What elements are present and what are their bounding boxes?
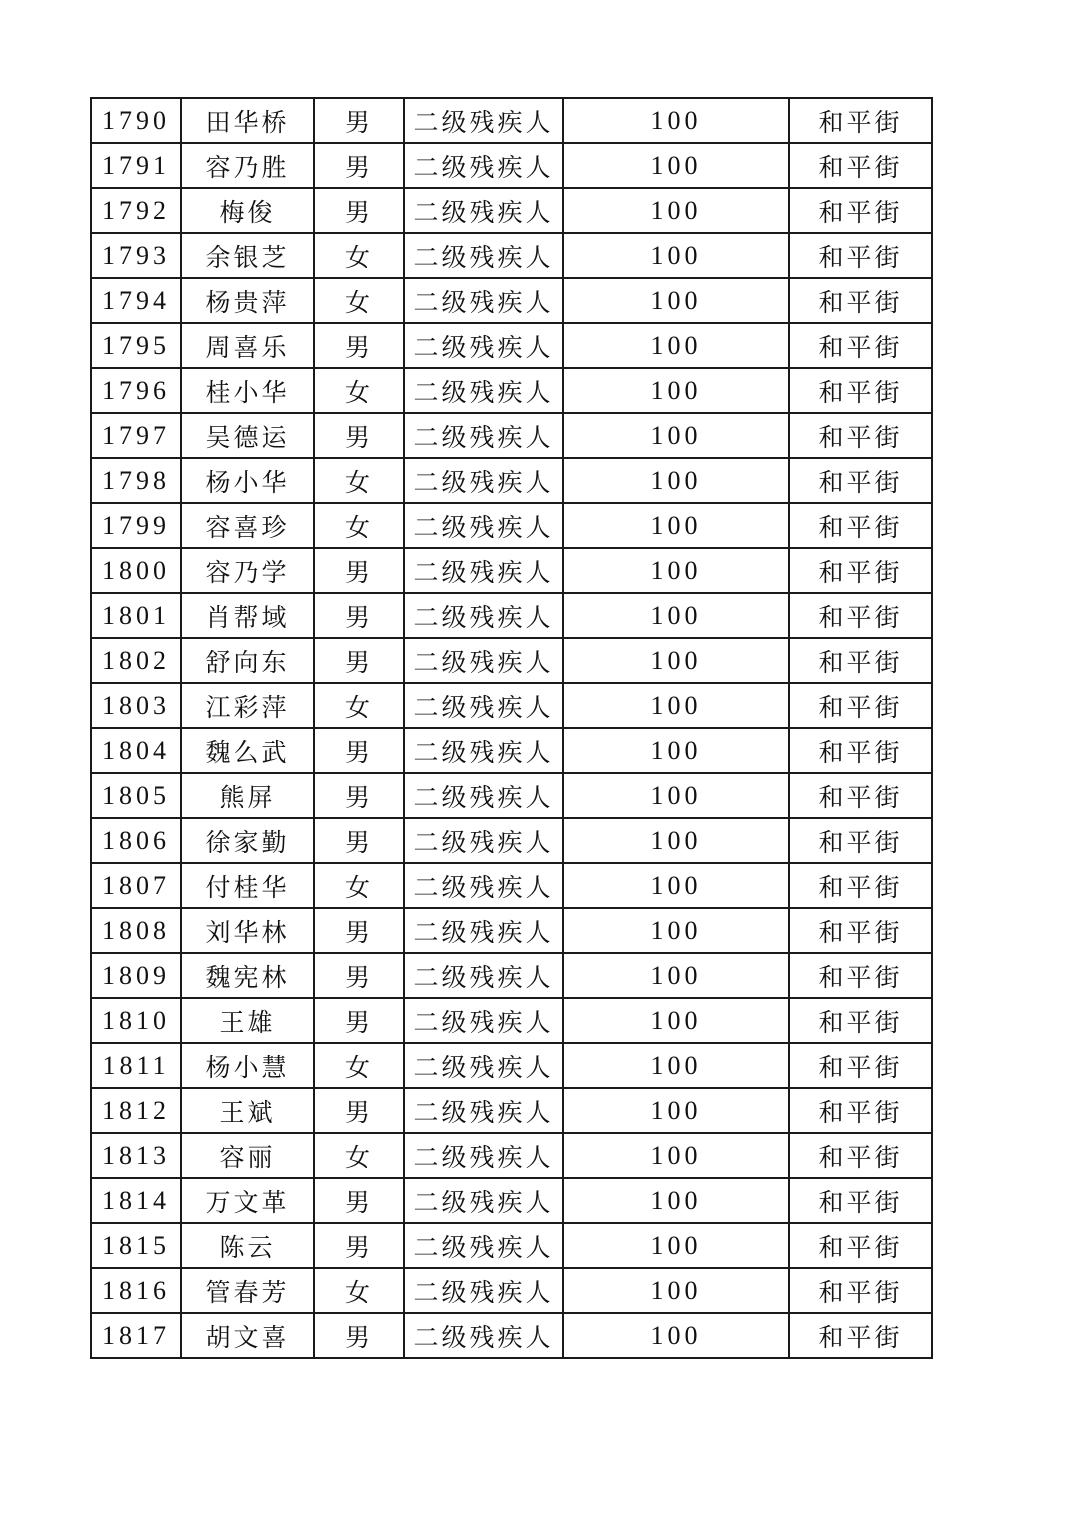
serial-number-cell: 1812 <box>91 1088 181 1133</box>
table-row <box>91 1043 932 1088</box>
table-row <box>91 278 932 323</box>
category-cell: 二级残疾人 <box>404 1043 563 1088</box>
serial-number-cell: 1798 <box>91 458 181 503</box>
table-row <box>91 1133 932 1178</box>
serial-number-cell: 1794 <box>91 278 181 323</box>
serial-number-cell: 1809 <box>91 953 181 998</box>
category-cell: 二级残疾人 <box>404 1313 563 1358</box>
street-cell: 和平街 <box>789 863 932 908</box>
gender-cell: 女 <box>314 1268 404 1313</box>
category-cell: 二级残疾人 <box>404 368 563 413</box>
amount-cell: 100 <box>563 1313 789 1358</box>
street-cell: 和平街 <box>789 1088 932 1133</box>
category-cell: 二级残疾人 <box>404 683 563 728</box>
amount-cell: 100 <box>563 1268 789 1313</box>
table-row <box>91 683 932 728</box>
amount-cell: 100 <box>563 233 789 278</box>
name-cell: 梅俊 <box>181 188 314 233</box>
table-row <box>91 593 932 638</box>
gender-cell: 男 <box>314 1313 404 1358</box>
street-cell: 和平街 <box>789 818 932 863</box>
street-cell: 和平街 <box>789 548 932 593</box>
name-cell: 杨小慧 <box>181 1043 314 1088</box>
amount-cell: 100 <box>563 278 789 323</box>
street-cell: 和平街 <box>789 593 932 638</box>
name-cell: 刘华林 <box>181 908 314 953</box>
amount-cell: 100 <box>563 1088 789 1133</box>
street-cell: 和平街 <box>789 1268 932 1313</box>
category-cell: 二级残疾人 <box>404 1088 563 1133</box>
table-row <box>91 458 932 503</box>
category-cell: 二级残疾人 <box>404 818 563 863</box>
name-cell: 杨贵萍 <box>181 278 314 323</box>
category-cell: 二级残疾人 <box>404 548 563 593</box>
serial-number-cell: 1814 <box>91 1178 181 1223</box>
serial-number-cell: 1811 <box>91 1043 181 1088</box>
street-cell: 和平街 <box>789 1133 932 1178</box>
serial-number-cell: 1813 <box>91 1133 181 1178</box>
table-row <box>91 323 932 368</box>
table-row <box>91 998 932 1043</box>
gender-cell: 男 <box>314 818 404 863</box>
table-row <box>91 1223 932 1268</box>
gender-cell: 男 <box>314 638 404 683</box>
gender-cell: 女 <box>314 1043 404 1088</box>
serial-number-cell: 1816 <box>91 1268 181 1313</box>
name-cell: 魏么武 <box>181 728 314 773</box>
street-cell: 和平街 <box>789 368 932 413</box>
amount-cell: 100 <box>563 638 789 683</box>
street-cell: 和平街 <box>789 1043 932 1088</box>
category-cell: 二级残疾人 <box>404 233 563 278</box>
street-cell: 和平街 <box>789 278 932 323</box>
serial-number-cell: 1805 <box>91 773 181 818</box>
serial-number-cell: 1804 <box>91 728 181 773</box>
name-cell: 吴德运 <box>181 413 314 458</box>
gender-cell: 男 <box>314 1178 404 1223</box>
street-cell: 和平街 <box>789 953 932 998</box>
gender-cell: 女 <box>314 1133 404 1178</box>
table-body <box>91 98 932 1358</box>
table-row <box>91 233 932 278</box>
amount-cell: 100 <box>563 683 789 728</box>
name-cell: 陈云 <box>181 1223 314 1268</box>
gender-cell: 男 <box>314 143 404 188</box>
table-row <box>91 98 932 143</box>
table-row <box>91 863 932 908</box>
category-cell: 二级残疾人 <box>404 638 563 683</box>
name-cell: 桂小华 <box>181 368 314 413</box>
gender-cell: 男 <box>314 953 404 998</box>
name-cell: 徐家勤 <box>181 818 314 863</box>
serial-number-cell: 1808 <box>91 908 181 953</box>
name-cell: 魏宪林 <box>181 953 314 998</box>
amount-cell: 100 <box>563 1223 789 1268</box>
name-cell: 容乃胜 <box>181 143 314 188</box>
serial-number-cell: 1817 <box>91 1313 181 1358</box>
gender-cell: 女 <box>314 863 404 908</box>
gender-cell: 男 <box>314 1088 404 1133</box>
table-row <box>91 1088 932 1133</box>
gender-cell: 男 <box>314 413 404 458</box>
amount-cell: 100 <box>563 548 789 593</box>
gender-cell: 女 <box>314 683 404 728</box>
gender-cell: 女 <box>314 458 404 503</box>
category-cell: 二级残疾人 <box>404 908 563 953</box>
serial-number-cell: 1792 <box>91 188 181 233</box>
amount-cell: 100 <box>563 1043 789 1088</box>
gender-cell: 男 <box>314 1223 404 1268</box>
category-cell: 二级残疾人 <box>404 503 563 548</box>
table-row <box>91 1313 932 1358</box>
amount-cell: 100 <box>563 1133 789 1178</box>
serial-number-cell: 1795 <box>91 323 181 368</box>
street-cell: 和平街 <box>789 458 932 503</box>
category-cell: 二级残疾人 <box>404 593 563 638</box>
category-cell: 二级残疾人 <box>404 1133 563 1178</box>
name-cell: 付桂华 <box>181 863 314 908</box>
street-cell: 和平街 <box>789 413 932 458</box>
amount-cell: 100 <box>563 593 789 638</box>
name-cell: 管春芳 <box>181 1268 314 1313</box>
category-cell: 二级残疾人 <box>404 863 563 908</box>
gender-cell: 男 <box>314 188 404 233</box>
serial-number-cell: 1790 <box>91 98 181 143</box>
name-cell: 万文革 <box>181 1178 314 1223</box>
street-cell: 和平街 <box>789 233 932 278</box>
street-cell: 和平街 <box>789 503 932 548</box>
amount-cell: 100 <box>563 998 789 1043</box>
serial-number-cell: 1807 <box>91 863 181 908</box>
serial-number-cell: 1800 <box>91 548 181 593</box>
name-cell: 江彩萍 <box>181 683 314 728</box>
serial-number-cell: 1793 <box>91 233 181 278</box>
gender-cell: 男 <box>314 728 404 773</box>
serial-number-cell: 1815 <box>91 1223 181 1268</box>
gender-cell: 男 <box>314 323 404 368</box>
street-cell: 和平街 <box>789 323 932 368</box>
gender-cell: 男 <box>314 908 404 953</box>
street-cell: 和平街 <box>789 683 932 728</box>
gender-cell: 男 <box>314 773 404 818</box>
name-cell: 余银芝 <box>181 233 314 278</box>
amount-cell: 100 <box>563 1178 789 1223</box>
street-cell: 和平街 <box>789 728 932 773</box>
category-cell: 二级残疾人 <box>404 728 563 773</box>
category-cell: 二级残疾人 <box>404 98 563 143</box>
serial-number-cell: 1797 <box>91 413 181 458</box>
amount-cell: 100 <box>563 503 789 548</box>
name-cell: 王雄 <box>181 998 314 1043</box>
table-row <box>91 773 932 818</box>
amount-cell: 100 <box>563 818 789 863</box>
gender-cell: 女 <box>314 233 404 278</box>
amount-cell: 100 <box>563 458 789 503</box>
serial-number-cell: 1802 <box>91 638 181 683</box>
amount-cell: 100 <box>563 98 789 143</box>
serial-number-cell: 1810 <box>91 998 181 1043</box>
street-cell: 和平街 <box>789 1313 932 1358</box>
amount-cell: 100 <box>563 908 789 953</box>
serial-number-cell: 1791 <box>91 143 181 188</box>
category-cell: 二级残疾人 <box>404 1223 563 1268</box>
name-cell: 王斌 <box>181 1088 314 1133</box>
category-cell: 二级残疾人 <box>404 278 563 323</box>
table-row <box>91 368 932 413</box>
gender-cell: 男 <box>314 998 404 1043</box>
name-cell: 容喜珍 <box>181 503 314 548</box>
serial-number-cell: 1806 <box>91 818 181 863</box>
gender-cell: 男 <box>314 548 404 593</box>
category-cell: 二级残疾人 <box>404 953 563 998</box>
street-cell: 和平街 <box>789 638 932 683</box>
street-cell: 和平街 <box>789 1223 932 1268</box>
serial-number-cell: 1803 <box>91 683 181 728</box>
category-cell: 二级残疾人 <box>404 143 563 188</box>
gender-cell: 女 <box>314 503 404 548</box>
amount-cell: 100 <box>563 728 789 773</box>
document-table-container <box>90 97 933 1359</box>
category-cell: 二级残疾人 <box>404 323 563 368</box>
table-row <box>91 413 932 458</box>
gender-cell: 女 <box>314 278 404 323</box>
street-cell: 和平街 <box>789 998 932 1043</box>
name-cell: 胡文喜 <box>181 1313 314 1358</box>
table-row <box>91 1178 932 1223</box>
table-row <box>91 953 932 998</box>
category-cell: 二级残疾人 <box>404 1268 563 1313</box>
amount-cell: 100 <box>563 773 789 818</box>
table-row <box>91 638 932 683</box>
amount-cell: 100 <box>563 863 789 908</box>
name-cell: 田华桥 <box>181 98 314 143</box>
gender-cell: 女 <box>314 368 404 413</box>
table-row <box>91 818 932 863</box>
category-cell: 二级残疾人 <box>404 773 563 818</box>
table-row <box>91 503 932 548</box>
table-row <box>91 1268 932 1313</box>
category-cell: 二级残疾人 <box>404 188 563 233</box>
category-cell: 二级残疾人 <box>404 1178 563 1223</box>
street-cell: 和平街 <box>789 98 932 143</box>
name-cell: 周喜乐 <box>181 323 314 368</box>
table-row <box>91 728 932 773</box>
serial-number-cell: 1796 <box>91 368 181 413</box>
amount-cell: 100 <box>563 368 789 413</box>
serial-number-cell: 1801 <box>91 593 181 638</box>
amount-cell: 100 <box>563 413 789 458</box>
gender-cell: 男 <box>314 593 404 638</box>
amount-cell: 100 <box>563 953 789 998</box>
serial-number-cell: 1799 <box>91 503 181 548</box>
amount-cell: 100 <box>563 188 789 233</box>
amount-cell: 100 <box>563 323 789 368</box>
name-cell: 肖帮域 <box>181 593 314 638</box>
name-cell: 容丽 <box>181 1133 314 1178</box>
name-cell: 舒向东 <box>181 638 314 683</box>
gender-cell: 男 <box>314 98 404 143</box>
table-row <box>91 908 932 953</box>
subsidy-list-table <box>90 97 933 1359</box>
amount-cell: 100 <box>563 143 789 188</box>
table-row <box>91 188 932 233</box>
street-cell: 和平街 <box>789 188 932 233</box>
street-cell: 和平街 <box>789 773 932 818</box>
street-cell: 和平街 <box>789 908 932 953</box>
name-cell: 杨小华 <box>181 458 314 503</box>
category-cell: 二级残疾人 <box>404 413 563 458</box>
table-row <box>91 548 932 593</box>
category-cell: 二级残疾人 <box>404 458 563 503</box>
street-cell: 和平街 <box>789 143 932 188</box>
street-cell: 和平街 <box>789 1178 932 1223</box>
name-cell: 容乃学 <box>181 548 314 593</box>
category-cell: 二级残疾人 <box>404 998 563 1043</box>
name-cell: 熊屏 <box>181 773 314 818</box>
table-row <box>91 143 932 188</box>
